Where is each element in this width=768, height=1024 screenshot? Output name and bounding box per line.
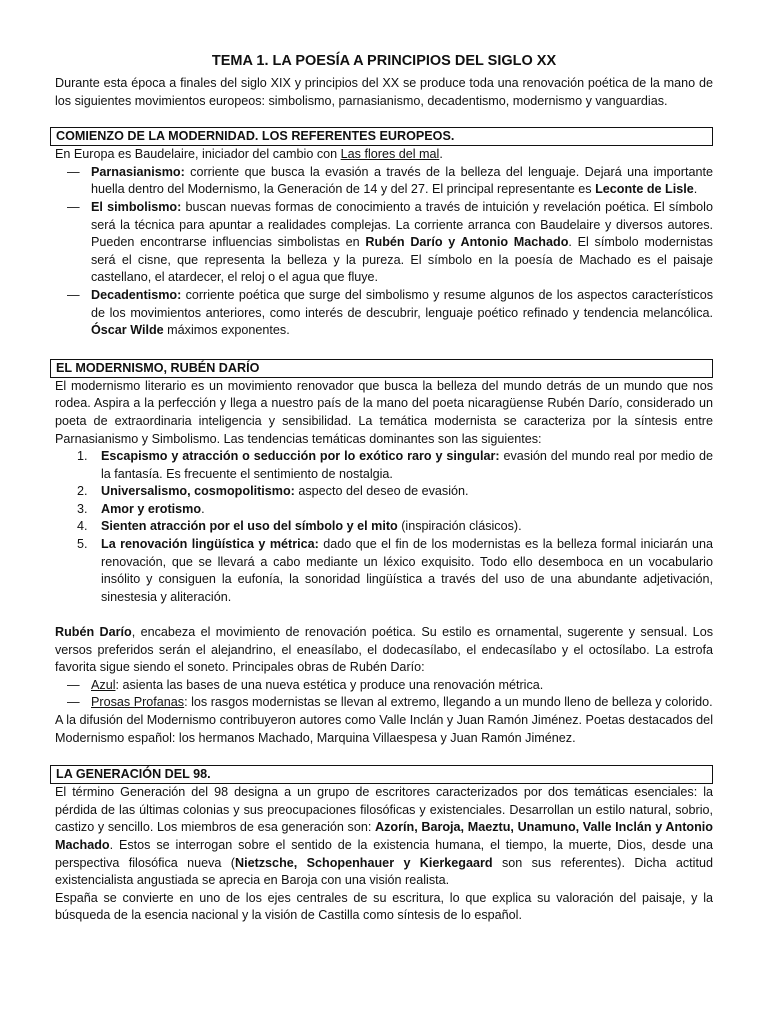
work-title: Prosas Profanas [91, 695, 185, 710]
movements-list [55, 164, 713, 340]
lead-text: En Europa es Baudelaire, iniciador del cambio con [55, 147, 341, 162]
term: Parnasianismo: [91, 164, 185, 179]
baudelaire-line [55, 146, 713, 164]
dash-bullet: — [67, 677, 80, 692]
item-text: . [201, 501, 205, 516]
item-text: evasión del mundo real por medio de la fantasía. Es frecuente el sentimiento de nostalgia. [101, 449, 713, 481]
para-text: El término Generación del 98 designa a un grupo de escritores caracterizados por dos temáticas esenciales: la pérdida de las últimas colonias y sus preocupaciones filosóficas y existenciales. Desarrollan un estilo natural, sobrio, castizo y sencillo. Los miembros de esa generación son: [55, 785, 713, 835]
intro-paragraph: Durante esta época a finales del siglo XIX y principios del XX se produce toda una renovación poética de la mano de los siguientes movimientos europeos: simbolismo, parnasianismo, decadentismo, modernismo y vanguardias. [55, 76, 713, 108]
modernismo-paragraph: El modernismo literario es un movimiento renovador que busca la belleza del mundo detrás de un mundo que nos rodea. Aspira a la perfección y llega a nuestro país de la mano del poeta nicaragüense Rubén Darío, considerado un poeta de extraordinaria inteligencia y sensibilidad. La temática modernista se caracteriza por la síntesis entre Parnasianismo y Simbolismo. Las tendencias temáticas dominantes son las siguientes: [55, 378, 713, 446]
item-text: : los rasgos modernistas se llevan al extremo, llegando a un mundo lleno de belleza y colorido. [184, 695, 713, 710]
list-item [55, 483, 713, 501]
list-item [55, 501, 713, 519]
dario-text: , encabeza el movimiento de renovación poética. Su estilo es ornamental, sugerente y sensual. Los versos preferidos serán el alejandrino, el eneasílabo, el dodecasílabo, el endecasílabo y el octosílabo. La estrofa favorita sigue siendo el soneto. Principales obras de Rubén Darío: [55, 625, 713, 675]
item-text-end: máximos exponentes. [163, 323, 290, 338]
author-name: Rubén Darío y Antonio Machado [365, 235, 569, 250]
item-text-end: . [693, 182, 698, 197]
term: Escapismo y atracción o seducción por lo exótico raro y singular: [101, 449, 500, 464]
item-text-end: . El símbolo modernistas será el cisne, que representa la belleza y la pureza. El símbolo en la poesía de Machado es el paisaje castellano, el atardecer, el reloj o el agua que fluye. [91, 235, 713, 285]
dash-bullet: — [67, 199, 80, 214]
generacion-paragraph [55, 784, 713, 890]
item-text: buscan nuevas formas de conocimiento a través de intuición y revelación poética. El símbolo será la técnica para apuntar a realidades complejas. La corriente arranca con Baudelaire y diversos autores. Pueden encontrarse influencias simbolistas en [91, 199, 713, 250]
closing-paragraph: A la difusión del Modernismo contribuyeron autores como Valle Inclán y Juan Ramón Jiménez. Poetas destacados del Modernismo español: los hermanos Machado, Marquina Villaespesa y Juan Ramón Jiménez. [55, 713, 713, 745]
list-item [55, 694, 713, 712]
page-title: TEMA 1. LA POESÍA A PRINCIPIOS DEL SIGLO XX [211, 53, 557, 69]
term: Amor y erotismo [101, 501, 202, 516]
item-text: corriente que busca la evasión a través de la belleza del lenguaje. Dejará una importante huella dentro del Modernismo, la Generación de 14 y del 27. El principal representante es [91, 164, 713, 197]
list-number: 2. [77, 484, 88, 499]
para-text: son sus referentes). Dicha actitud existencialista angustiada se aprecia en Baroja con una visión realista. [55, 855, 713, 888]
list-number: 4. [77, 519, 88, 534]
author-names: Azorín, Baroja, Maeztu, Unamuno, Valle Inclán y Antonio Machado [55, 820, 713, 852]
dario-paragraph [55, 624, 713, 677]
list-item [55, 199, 713, 287]
item-text: (inspiración clásicos). [397, 519, 522, 534]
section-heading-modernidad: COMIENZO DE LA MODERNIDAD. LOS REFERENTES EUROPEOS. [50, 127, 713, 146]
item-text: corriente poética que surge del simbolismo y resume algunos de los aspectos característicos de los movimientos anteriores, como interés de descubrir, lenguaje poético refinado y tendencia melancólica. [91, 287, 713, 320]
document-body [55, 52, 713, 925]
list-number: 1. [77, 449, 88, 464]
author-name: Leconte de Lisle [595, 182, 694, 197]
work-title: Azul [91, 677, 116, 692]
lead-end: . [439, 147, 443, 162]
works-list [55, 677, 713, 712]
list-item [55, 164, 713, 199]
dash-bullet: — [67, 287, 80, 302]
espana-paragraph: España se convierte en uno de los ejes centrales de su escritura, lo que explica su valoración del paisaje, y la búsqueda de la esencia nacional y la visión de Castilla como síntesis de lo español. [55, 890, 713, 923]
themes-list [55, 448, 713, 606]
term: Sienten atracción por el uso del símbolo y el mito [101, 519, 398, 534]
dash-bullet: — [67, 695, 80, 710]
author-name: Óscar Wilde [91, 323, 164, 338]
dash-bullet: — [67, 164, 80, 179]
list-item [55, 536, 713, 606]
term: La renovación lingüística y métrica: [101, 537, 319, 552]
para-text: . Estos se interrogan sobre el sentido de la existencia humana, el tiempo, la muerte, Dios, desde una perspectiva filosófica nueva ( [55, 837, 713, 870]
term: El simbolismo: [91, 199, 182, 214]
item-text: : asienta las bases de una nueva estética y produce una renovación métrica. [115, 677, 544, 692]
philosopher-names: Nietzsche, Schopenhauer y Kierkegaard [234, 855, 493, 870]
list-item [55, 677, 713, 695]
section-heading-modernismo: EL MODERNISMO, RUBÉN DARÍO [50, 359, 713, 378]
list-number: 5. [77, 537, 88, 552]
section-heading-generacion-98: LA GENERACIÓN DEL 98. [50, 765, 713, 784]
item-text: aspecto del deseo de evasión. [294, 484, 469, 499]
term: Universalismo, cosmopolitismo: [101, 484, 295, 499]
spacer [55, 606, 713, 624]
author-name: Rubén Darío [55, 625, 132, 640]
term: Decadentismo: [91, 287, 182, 302]
list-item [55, 518, 713, 536]
list-item [55, 448, 713, 483]
list-item [55, 287, 713, 340]
item-text: dado que el fin de los modernistas es la belleza formal iniciarán una renovación, que se llevará a cabo mediante un léxico exquisito. Todo ello desemboca en un vocabulario insólito y consiguen la eufonía, la sonoridad lingüística a través del uso de una abundante adjetivación, sinestesia y aliteración. [101, 537, 714, 604]
book-title-flores: Las flores del mal [340, 147, 440, 162]
list-number: 3. [77, 501, 88, 516]
